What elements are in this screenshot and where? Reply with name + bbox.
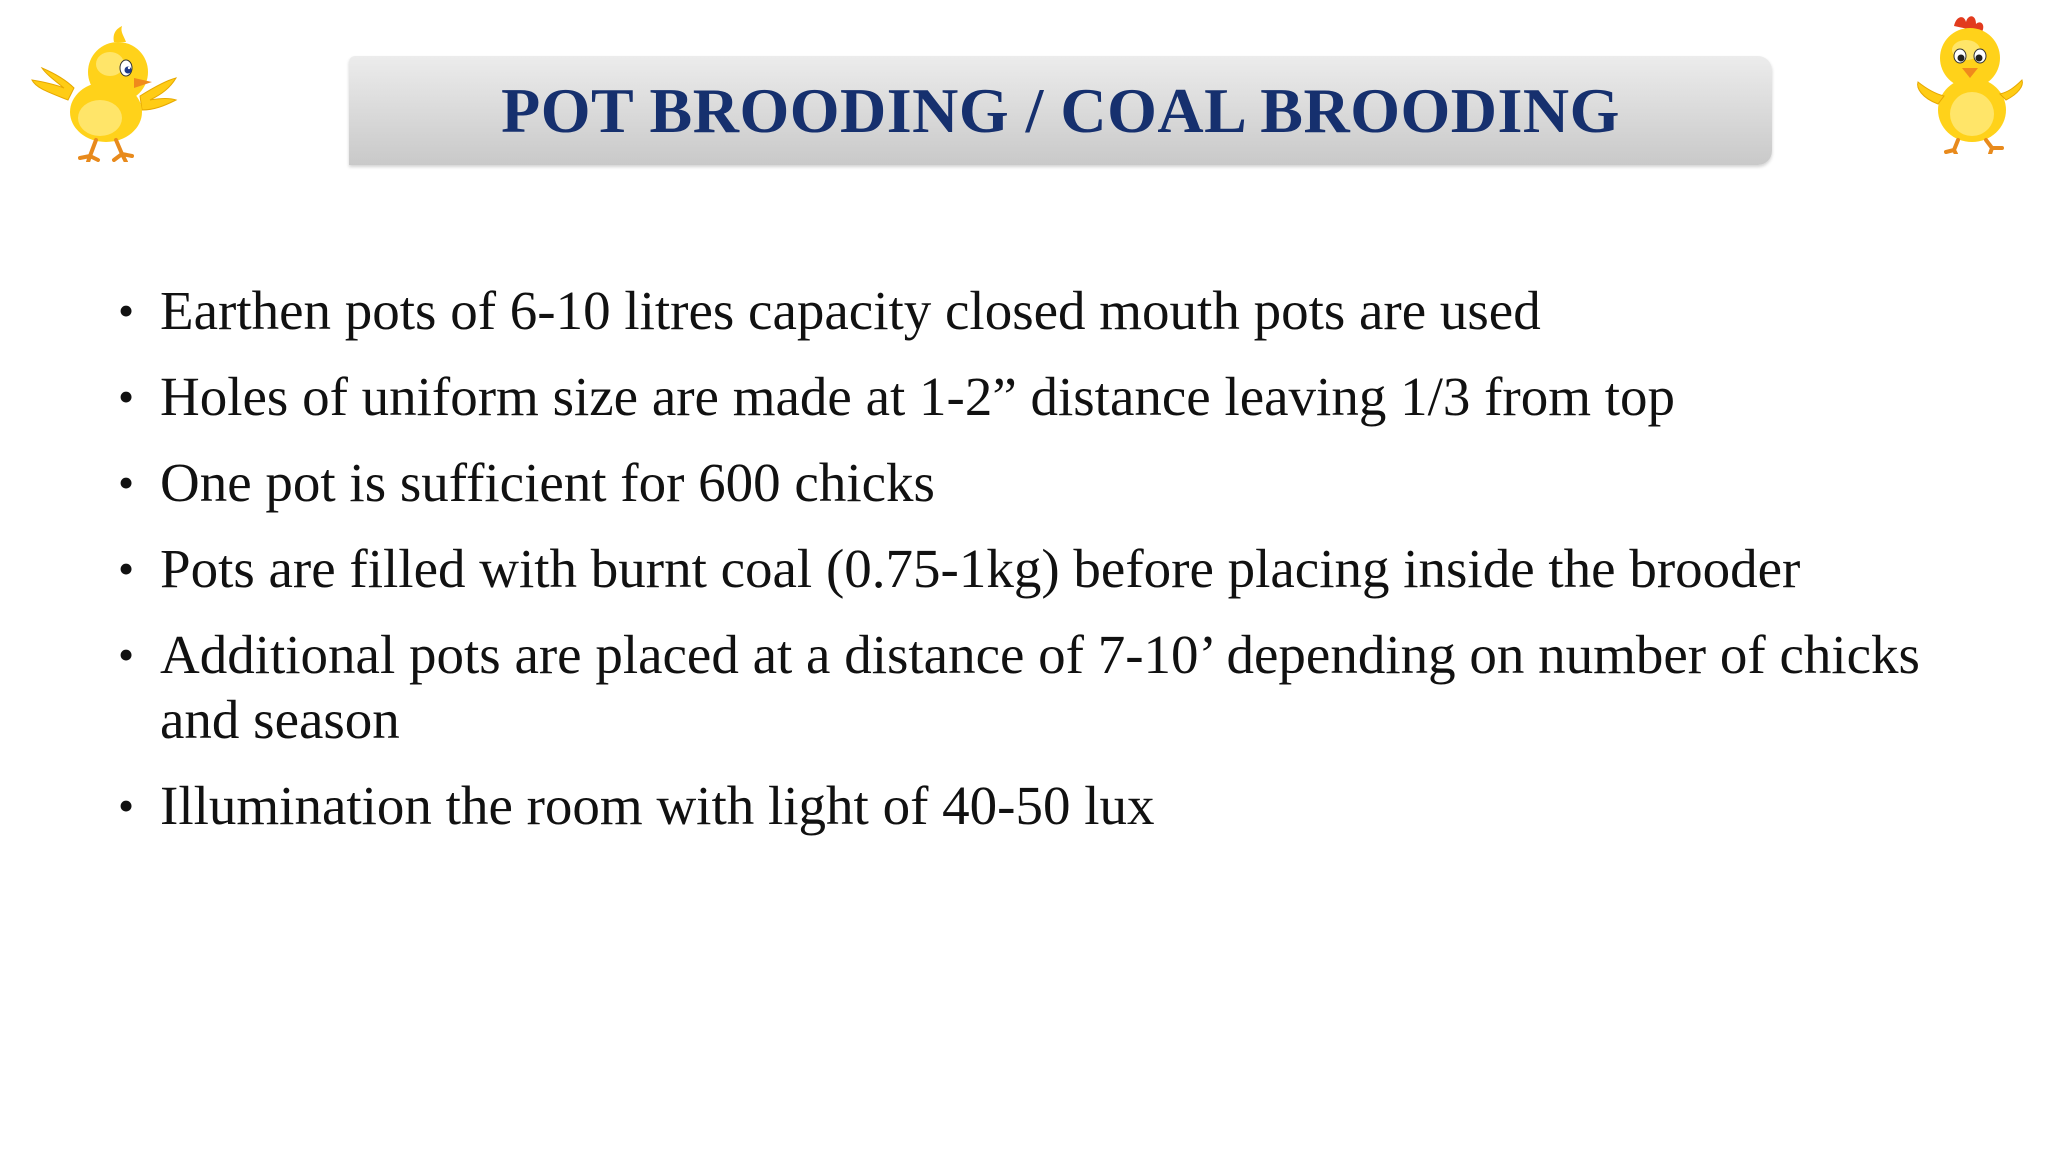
- bullet-text: Illumination the room with light of 40-50 lux: [160, 775, 1155, 836]
- bullet-item: [118, 364, 1938, 429]
- bullet-dot: •: [118, 371, 135, 422]
- slide-title: POT BROODING / COAL BROODING: [501, 74, 1620, 146]
- bullet-text: Holes of uniform size are made at 1-2” distance leaving 1/3 from top: [160, 366, 1676, 427]
- chick-right-icon: [1910, 14, 2030, 154]
- bullet-dot: •: [118, 543, 135, 594]
- bullet-item: [118, 622, 1938, 752]
- chick-left-icon: [30, 22, 180, 162]
- bullet-item: [118, 450, 1938, 515]
- bullet-dot: •: [118, 457, 135, 508]
- bullet-dot: •: [118, 780, 135, 831]
- bullet-dot: •: [118, 629, 135, 680]
- bullet-item: [118, 773, 1938, 838]
- bullet-text: Pots are filled with burnt coal (0.75-1kg) before placing inside the brooder: [160, 538, 1801, 599]
- bullet-dot: •: [118, 285, 135, 336]
- title-banner: [349, 56, 1772, 165]
- bullet-item: [118, 278, 1938, 343]
- bullet-text: One pot is sufficient for 600 chicks: [160, 452, 935, 513]
- bullet-text: Additional pots are placed at a distance of 7-10’ depending on number of chicks and season: [160, 624, 1920, 750]
- bullet-text: Earthen pots of 6-10 litres capacity closed mouth pots are used: [160, 280, 1541, 341]
- bullet-item: [118, 536, 1938, 601]
- bullet-list: [118, 278, 1938, 859]
